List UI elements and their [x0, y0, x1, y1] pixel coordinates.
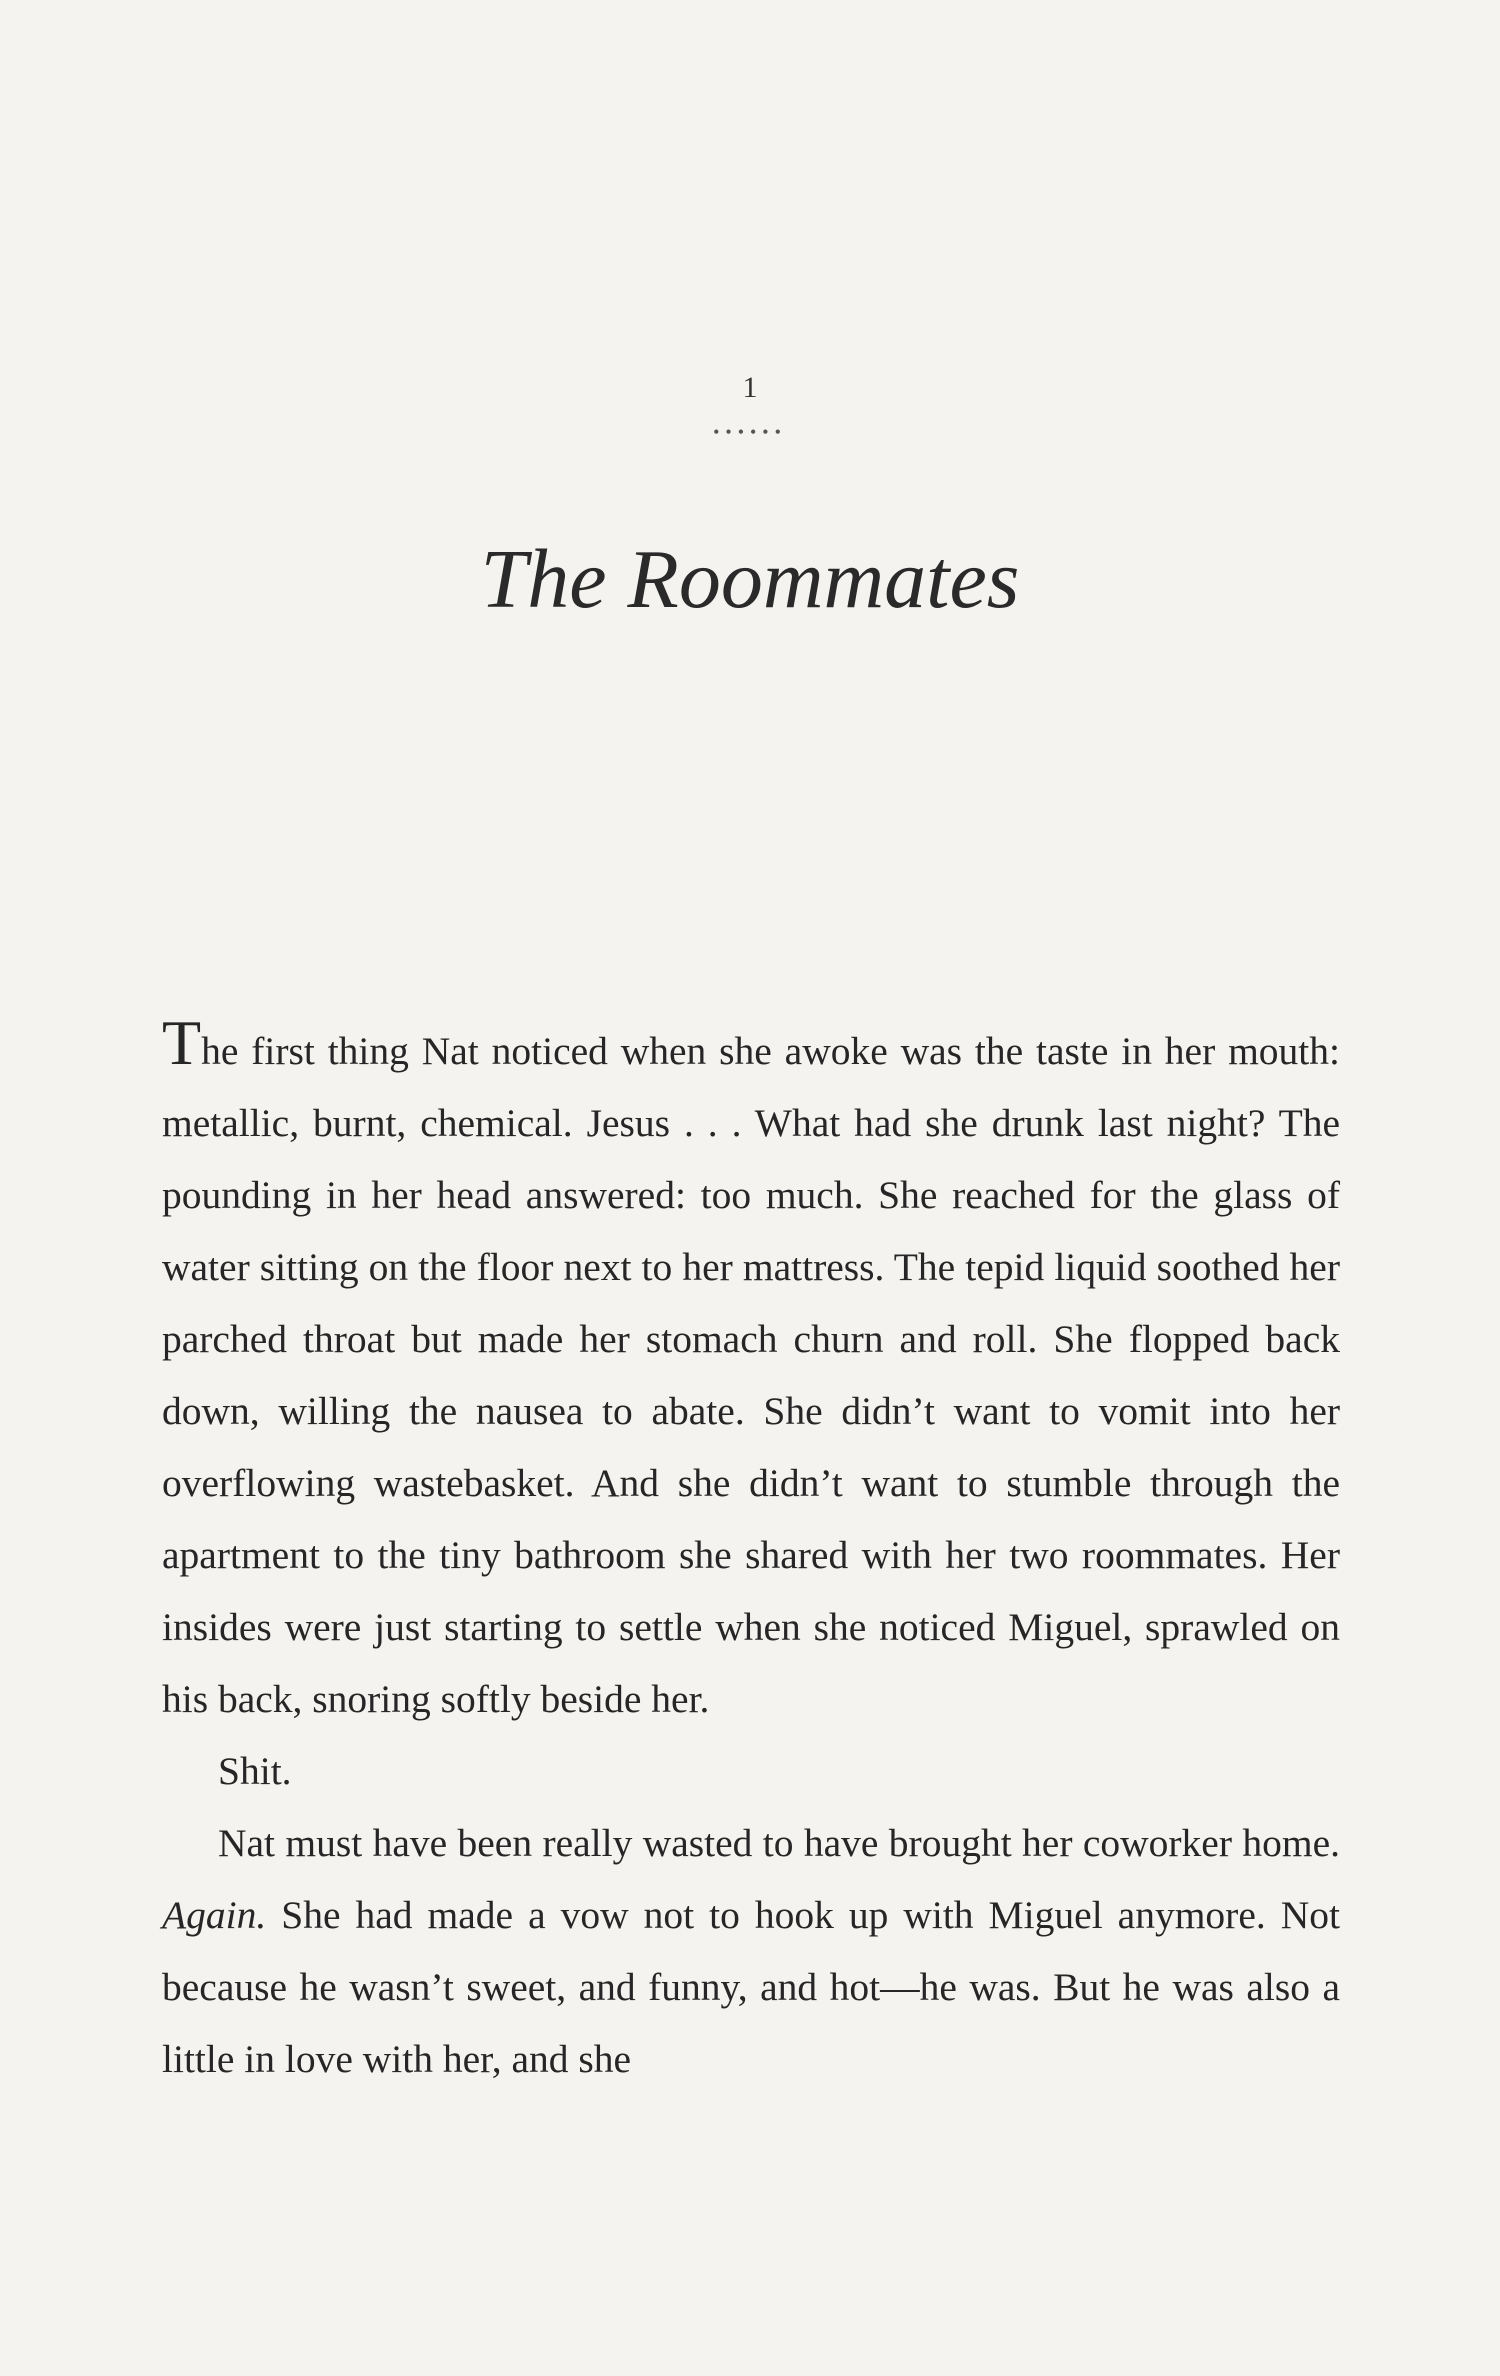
paragraph-3: [162, 1807, 1340, 2095]
paragraph-1: [162, 1007, 1340, 1735]
drop-cap: T: [162, 1007, 202, 1078]
paragraph-2: Shit.: [218, 1749, 292, 1793]
chapter-number: 1: [742, 371, 758, 404]
chapter-ornament: ••••••: [713, 422, 787, 442]
chapter-title: The Roommates: [480, 533, 1020, 626]
paragraph-1-text: he first thing Nat noticed when she awoke was the taste in her mouth: metallic, burnt, chemical. Jesus . . . What had she drunk last night? The pounding in her head answered: too much. She reached for the glass of water sitting on the floor next to her mattress. The tepid liquid soothed her parched throat but made her stomach churn and roll. She flopped back down, willing the nausea to abate. She didn’t want to vomit into her overflowing wastebasket. And she didn’t want to stumble through the apartment to the tiny bathroom she shared with her two roommates. Her insides were just starting to settle when she noticed Miguel, sprawled on his back, snoring softly beside her.: [162, 1029, 1340, 1721]
paragraph-3-text-end: She had made a vow not to hook up with Miguel anymore. Not because he wasn’t sweet, and funny, and hot—he was. But he was also a little in love with her, and she: [162, 1893, 1340, 2081]
chapter-body: [162, 1007, 1340, 2095]
paragraph-3-text-start: Nat must have been really wasted to have brought her coworker home.: [218, 1821, 1340, 1865]
paragraph-3-emphasis: Again.: [162, 1893, 267, 1937]
